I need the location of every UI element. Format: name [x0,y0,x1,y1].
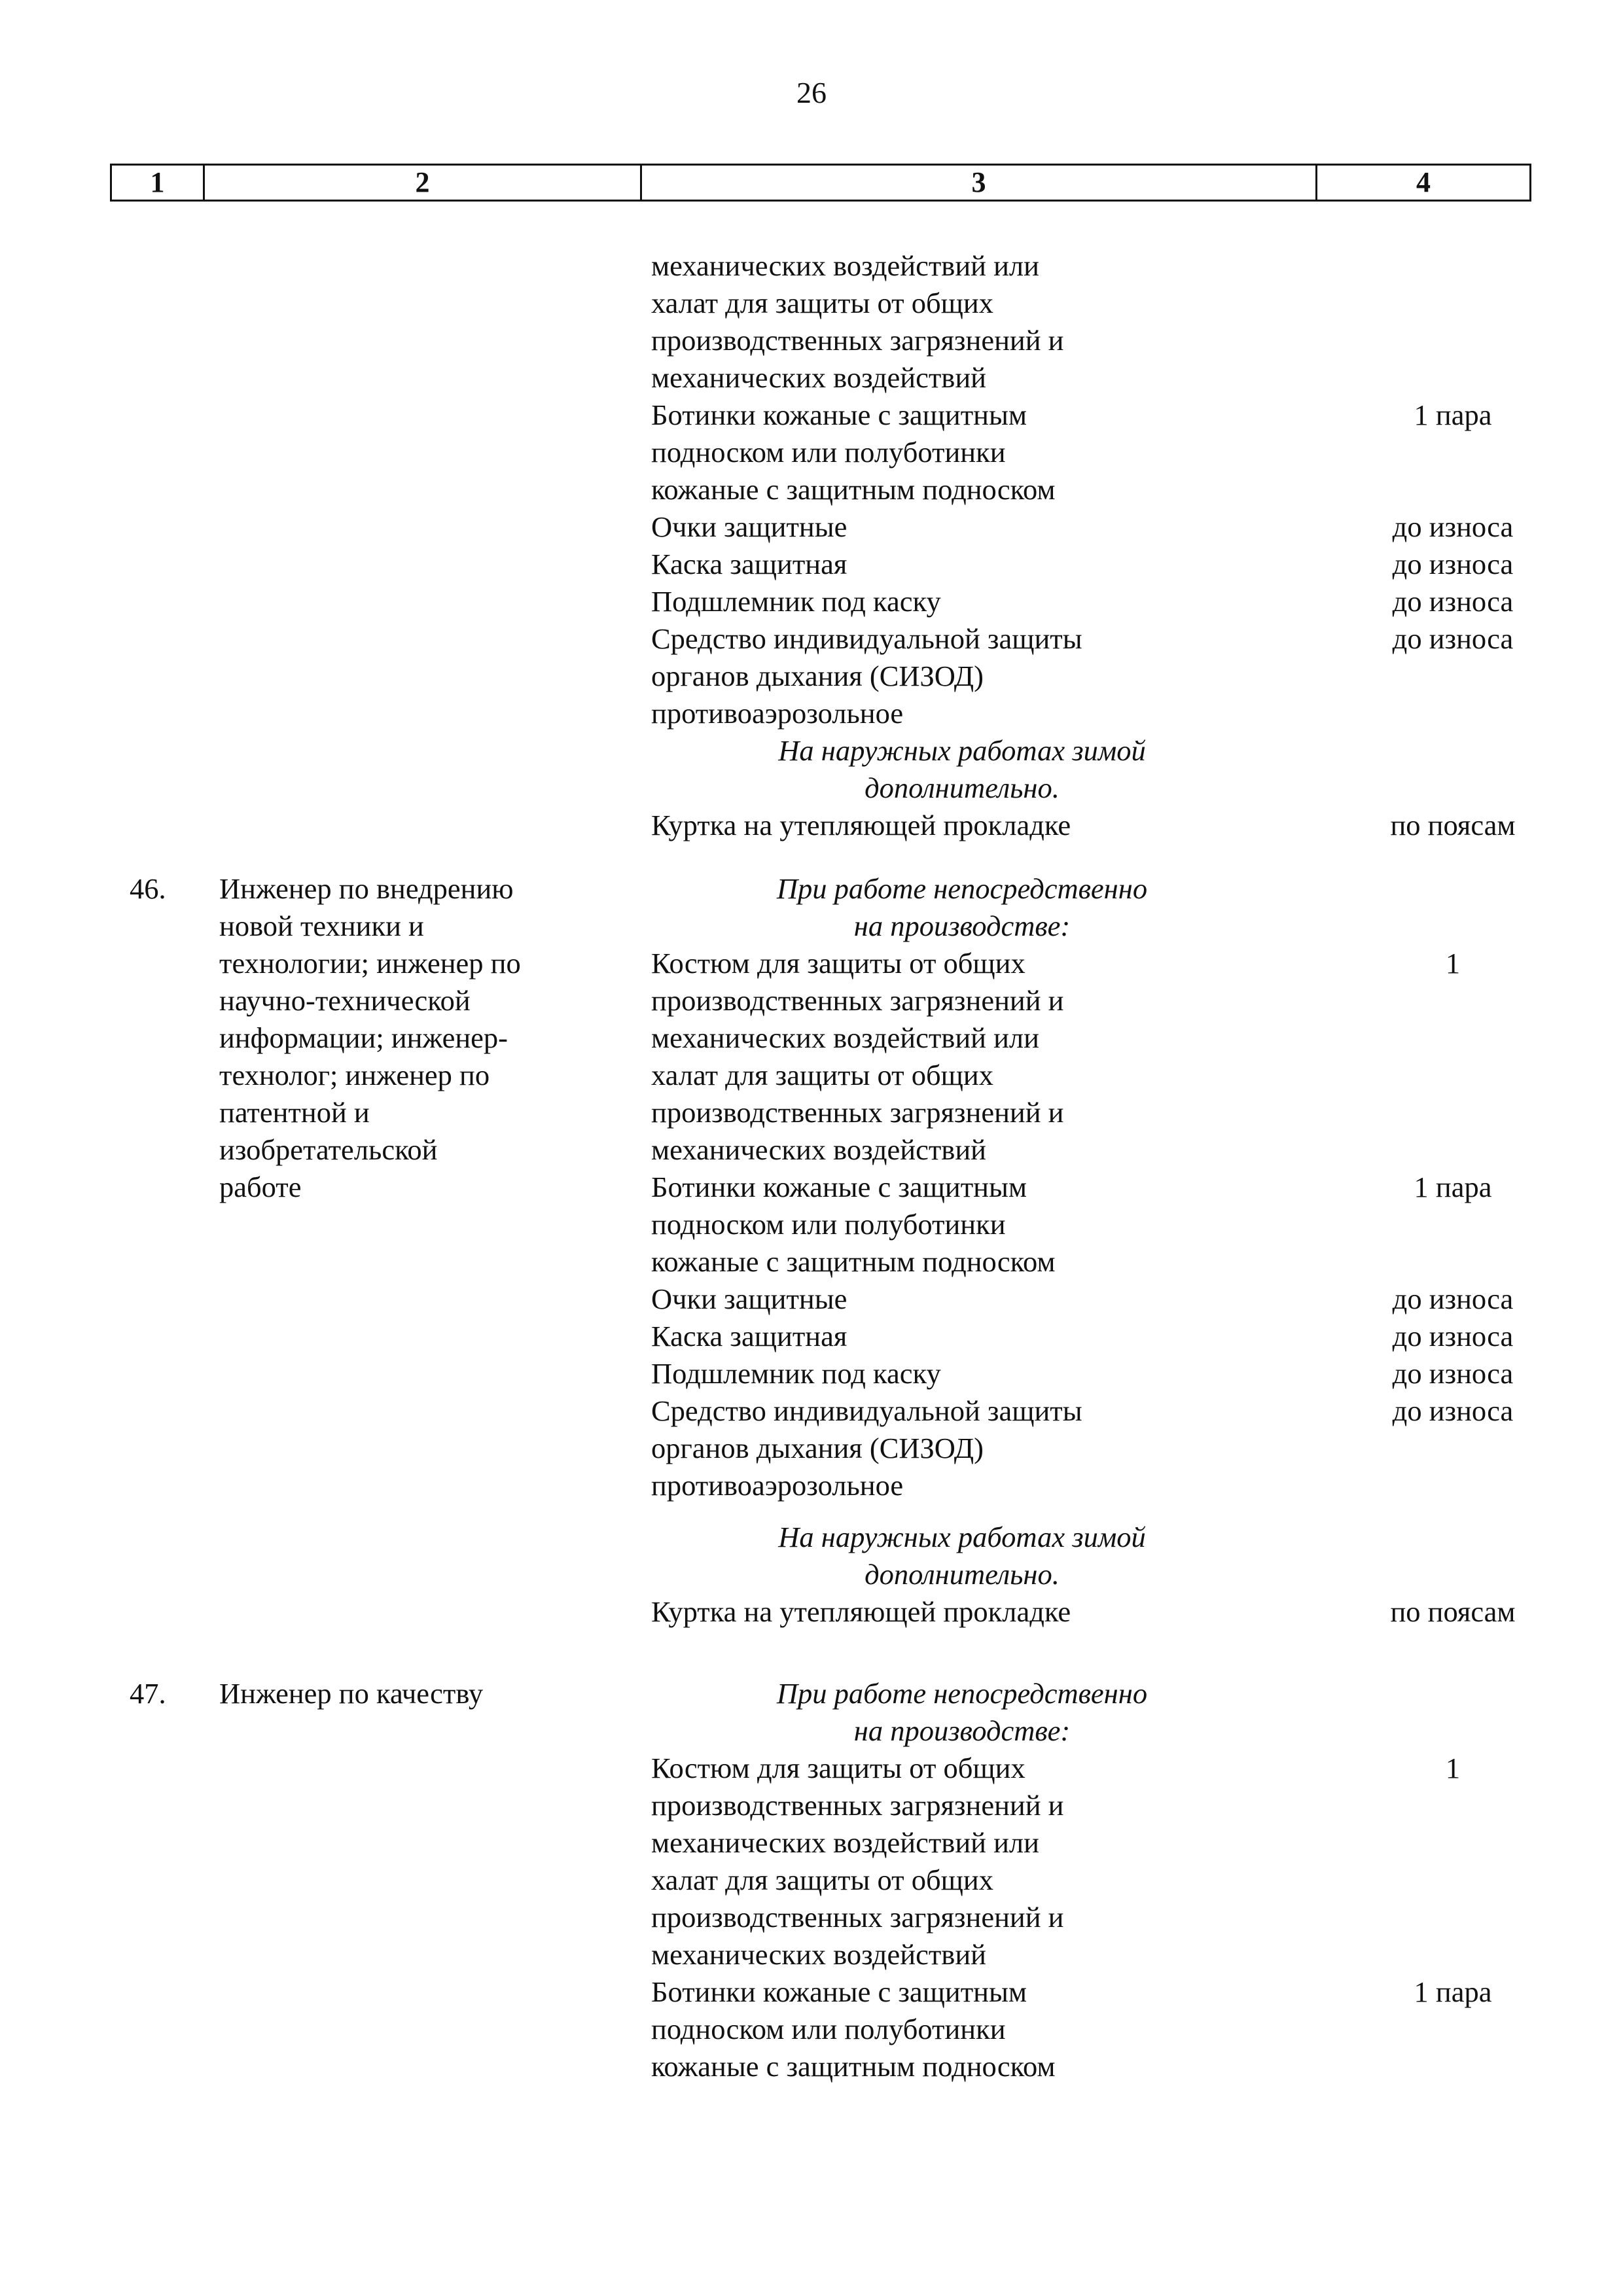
profession-line: новой техники и [219,910,424,942]
header-col-2: 2 [205,166,642,200]
item-text-line: Каска защитная [651,548,847,580]
item-quantity: до износа [1392,548,1514,580]
profession-line: патентной и [219,1096,370,1129]
item-text-line: подноском или полуботинки [651,2013,1006,2045]
page-number: 26 [796,76,827,109]
item-text-line: Каска защитная [651,1320,847,1352]
item-text-line: Средство индивидуальной защиты [651,622,1082,655]
item-text-line: противоаэрозольное [651,697,904,730]
item-text-line: Куртка на утепляющей прокладке [651,809,1071,841]
profession-line: Инженер по качеству [219,1677,484,1710]
profession-line: научно-технической [219,984,471,1017]
item-text-line: Средство индивидуальной защиты [651,1394,1082,1427]
item-quantity: до износа [1392,510,1514,543]
header-col-1: 1 [112,166,205,200]
item-text-line: кожаные с защитным подноском [651,473,1056,506]
item-text-line: Очки защитные [651,1282,847,1315]
item-text-line: механических воздействий или [651,1826,1039,1859]
profession-line: технологии; инженер по [219,947,521,980]
item-quantity: до износа [1392,1320,1514,1352]
item-text-line: Куртка на утепляющей прокладке [651,1595,1071,1628]
item-quantity: 1 пара [1414,1975,1492,2008]
section-subheading: При работе непосредственно [776,872,1148,905]
item-quantity: по поясам [1390,809,1516,841]
profession-line: технолог; инженер по [219,1059,490,1091]
section-subheading: на производстве: [853,1714,1071,1747]
section-subheading: При работе непосредственно [776,1677,1148,1710]
profession-line: Инженер по внедрению [219,872,514,905]
item-text-line: механических воздействий [651,1133,986,1166]
item-text-line: халат для защиты от общих [651,287,993,319]
item-text-line: производственных загрязнений и [651,1901,1064,1934]
item-text-line: механических воздействий или [651,249,1039,282]
item-text-line: Ботинки кожаные с защитным [651,1975,1027,2008]
item-text-line: Костюм для защиты от общих [651,1752,1026,1784]
item-text-line: механических воздействий или [651,1021,1039,1054]
header-col-3: 3 [642,166,1317,200]
item-quantity: по поясам [1390,1595,1516,1628]
item-text-line: Очки защитные [651,510,847,543]
item-text-line: противоаэрозольное [651,1469,904,1502]
item-quantity: до износа [1392,622,1514,655]
item-text-line: подноском или полуботинки [651,436,1006,468]
item-text-line: Подшлемник под каску [651,1357,941,1390]
item-text-line: механических воздействий [651,361,986,394]
item-quantity: до износа [1392,1357,1514,1390]
row-number: 47. [130,1677,166,1710]
item-text-line: органов дыхания (СИЗОД) [651,660,984,692]
profession-line: изобретательской [219,1133,438,1166]
item-text-line: производственных загрязнений и [651,1096,1064,1129]
item-quantity: 1 пара [1414,1171,1492,1203]
item-text-line: Ботинки кожаные с защитным [651,398,1027,431]
item-text-line: производственных загрязнений и [651,984,1064,1017]
item-text-line: Ботинки кожаные с защитным [651,1171,1027,1203]
profession-line: работе [219,1171,302,1203]
item-text-line: халат для защиты от общих [651,1059,993,1091]
item-quantity: до износа [1392,1282,1514,1315]
header-col-4: 4 [1416,166,1431,198]
item-text-line: Подшлемник под каску [651,585,941,618]
section-subheading: на производстве: [853,910,1071,942]
profession-line: информации; инженер- [219,1021,508,1054]
item-text-line: производственных загрязнений и [651,324,1064,357]
item-quantity: до износа [1392,585,1514,618]
item-quantity: 1 [1445,947,1461,980]
row-number: 46. [130,872,166,905]
section-subheading: дополнительно. [865,1558,1060,1591]
item-quantity: до износа [1392,1394,1514,1427]
item-text-line: халат для защиты от общих [651,1863,993,1896]
section-subheading: На наружных работах зимой [778,734,1146,767]
item-text-line: кожаные с защитным подноском [651,2050,1056,2083]
item-quantity: 1 [1445,1752,1461,1784]
section-subheading: дополнительно. [865,771,1060,804]
item-text-line: механических воздействий [651,1938,986,1971]
item-text-line: Костюм для защиты от общих [651,947,1026,980]
section-subheading: На наружных работах зимой [778,1521,1146,1553]
item-text-line: подноском или полуботинки [651,1208,1006,1241]
item-text-line: органов дыхания (СИЗОД) [651,1432,984,1464]
item-quantity: 1 пара [1414,398,1492,431]
item-text-line: производственных загрязнений и [651,1789,1064,1822]
item-text-line: кожаные с защитным подноском [651,1245,1056,1278]
